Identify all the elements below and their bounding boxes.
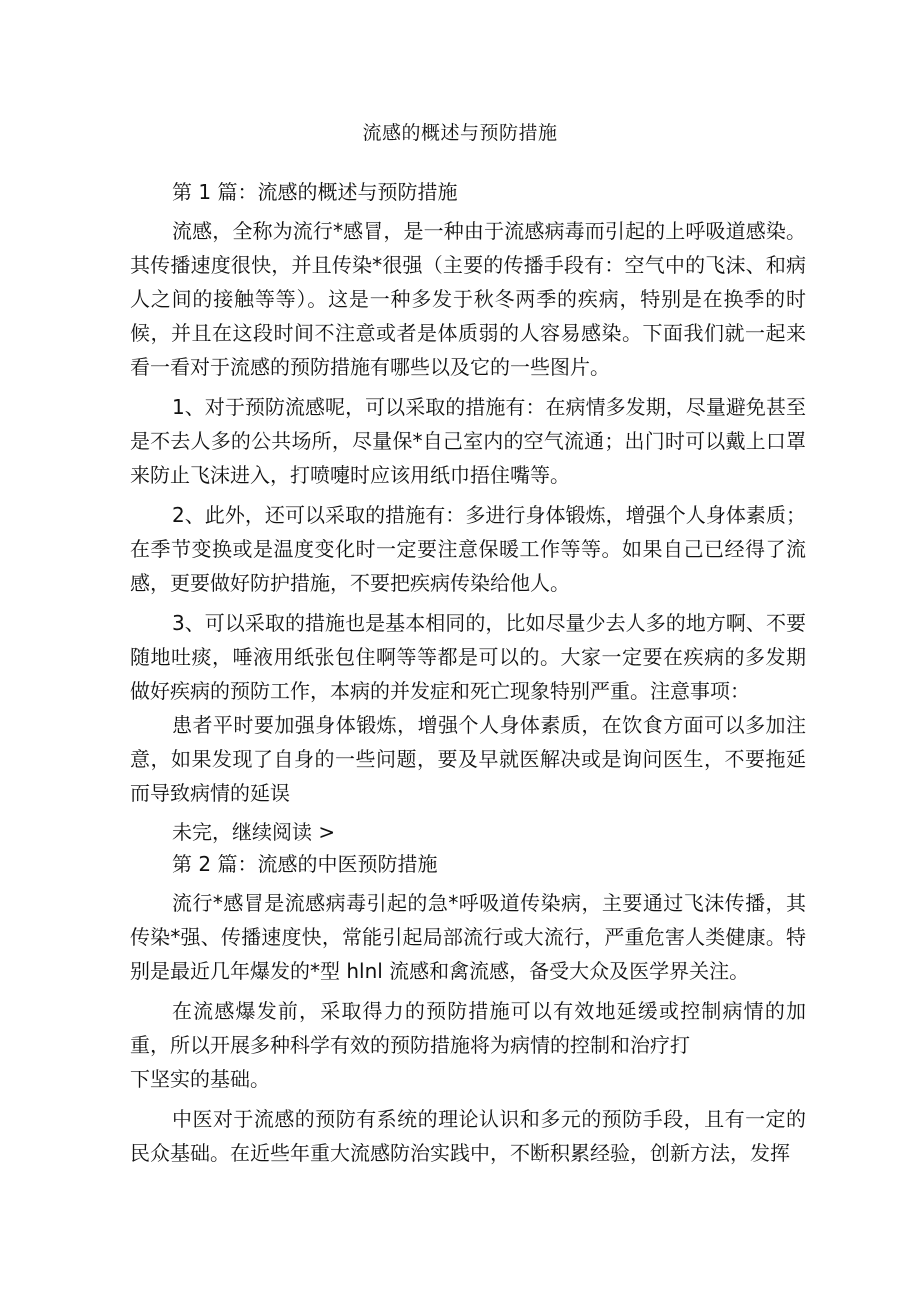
section-1-paragraph-4: 3、可以采取的措施也是基本相同的，比如尽量少去人多的地方啊、不要随地吐痰，唾液用纸张包住啊等等都是可以的。大家一定要在疾病的多发期做好疾病的预防工作，本病的并发症和死亡现象特别严重。注意事项： xyxy=(130,611,806,703)
section-1-paragraph-5: 患者平时要加强身体锻炼，增强个人身体素质，在饮食方面可以多加注意，如果发现了自身的一些问题，要及早就医解决或是询问医生，不要拖延而导致病情的延误 xyxy=(130,713,806,805)
section-2-paragraph-2-continued: 下坚实的基础。 xyxy=(130,1067,270,1091)
document-body xyxy=(130,176,806,1170)
section-1-heading: 第 1 篇：流感的概述与预防措施 xyxy=(172,180,458,204)
section-1-paragraph-2: 1、对于预防流感呢，可以采取的措施有：在病情多发期，尽量避免甚至是不去人多的公共场所，尽量保*自己室内的空气流通；出门时可以戴上口罩来防止飞沫进入，打喷嚏时应该用纸巾捂住嘴等。 xyxy=(130,395,806,487)
section-2-heading: 第 2 篇：流感的中医预防措施 xyxy=(172,852,438,876)
read-more-link[interactable]: 未完，继续阅读 > xyxy=(172,820,336,844)
section-2-paragraph-2: 在流感爆发前，采取得力的预防措施可以有效地延缓或控制病情的加重，所以开展多种科学有效的预防措施将为病情的控制和治疗打 xyxy=(130,999,806,1057)
section-1-paragraph-1: 流感，全称为流行*感冒，是一种由于流感病毒而引起的上呼吸道感染。其传播速度很快，并且传染*很强（主要的传播手段有：空气中的飞沫、和病人之间的接触等等）。这是一种多发于秋冬两季的疾病，特别是在换季的时候，并且在这段时间不注意或者是体质弱的人容易感染。下面我们就一起来看一看对于流感的预防措施有哪些以及它的一些图片。 xyxy=(130,219,806,379)
section-1-paragraph-3: 2、此外，还可以采取的措施有：多进行身体锻炼，增强个人身体素质；在季节变换或是温度变化时一定要注意保暖工作等等。如果自己已经得了流感，更要做好防护措施，不要把疾病传染给他人。 xyxy=(130,503,806,595)
section-2-paragraph-3: 中医对于流感的预防有系统的理论认识和多元的预防手段，且有一定的民众基础。在近些年重大流感防治实践中，不断积累经验，创新方法，发挥 xyxy=(130,1107,806,1165)
document-title: 流感的概述与预防措施 xyxy=(362,122,558,144)
section-2-paragraph-1: 流行*感冒是流感病毒引起的急*呼吸道传染病，主要通过飞沫传播，其传染*强、传播速度快，常能引起局部流行或大流行，严重危害人类健康。特别是最近几年爆发的*型 hlnl 流感和禽流感，备受大众及医学界关注。 xyxy=(130,891,806,983)
